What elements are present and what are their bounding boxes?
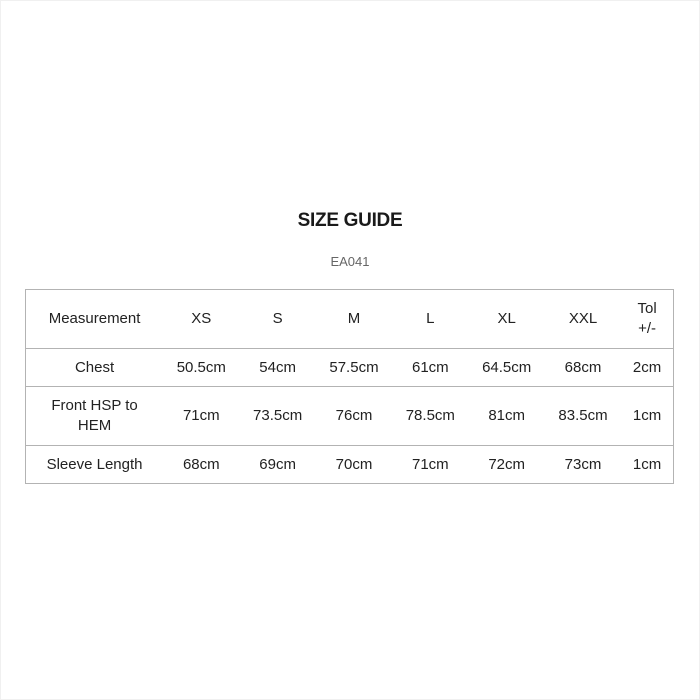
- header-cell: M: [347, 310, 361, 327]
- table-cell: 83.5cm: [558, 407, 608, 424]
- table-row: [26, 446, 674, 484]
- size-table: [25, 289, 674, 484]
- table-cell: 57.5cm: [329, 358, 379, 376]
- table-header-row: [26, 290, 674, 349]
- table-cell: 68cm: [564, 358, 602, 376]
- table-cell: 64.5cm: [482, 358, 532, 376]
- header-cell: Tol +/-: [637, 300, 657, 337]
- table-cell: 78.5cm: [405, 407, 455, 424]
- row-label: Sleeve Length: [46, 455, 143, 473]
- table-cell: 69cm: [259, 455, 296, 473]
- header-cell: S: [272, 310, 283, 327]
- page-title: SIZE GUIDE: [297, 210, 403, 231]
- header-cell: XXL: [568, 310, 598, 327]
- table-cell: 71cm: [411, 455, 449, 473]
- table-cell: 68cm: [182, 455, 220, 473]
- header-cell: L: [426, 310, 435, 327]
- table-row: [26, 349, 674, 387]
- product-code: EA041: [330, 254, 370, 269]
- table-cell: 81cm: [488, 407, 526, 424]
- tolerance-cell: 2cm: [632, 358, 662, 376]
- row-label: Front HSP to HEM: [51, 397, 138, 434]
- row-label: Chest: [74, 358, 115, 376]
- table-row: [26, 387, 674, 446]
- table-cell: 70cm: [335, 455, 373, 473]
- header-cell: XS: [191, 310, 212, 327]
- header-cell: XL: [497, 310, 516, 327]
- header-cell: Measurement: [48, 310, 141, 327]
- table-cell: 50.5cm: [176, 358, 226, 376]
- table-cell: 73cm: [564, 455, 602, 473]
- table-cell: 54cm: [259, 358, 296, 376]
- table-cell: 71cm: [182, 407, 220, 424]
- table-cell: 72cm: [488, 455, 526, 473]
- table-cell: 76cm: [335, 407, 373, 424]
- table-cell: 73.5cm: [253, 407, 303, 424]
- tolerance-cell: 1cm: [632, 407, 662, 424]
- tolerance-cell: 1cm: [632, 455, 662, 473]
- table-cell: 61cm: [411, 358, 449, 376]
